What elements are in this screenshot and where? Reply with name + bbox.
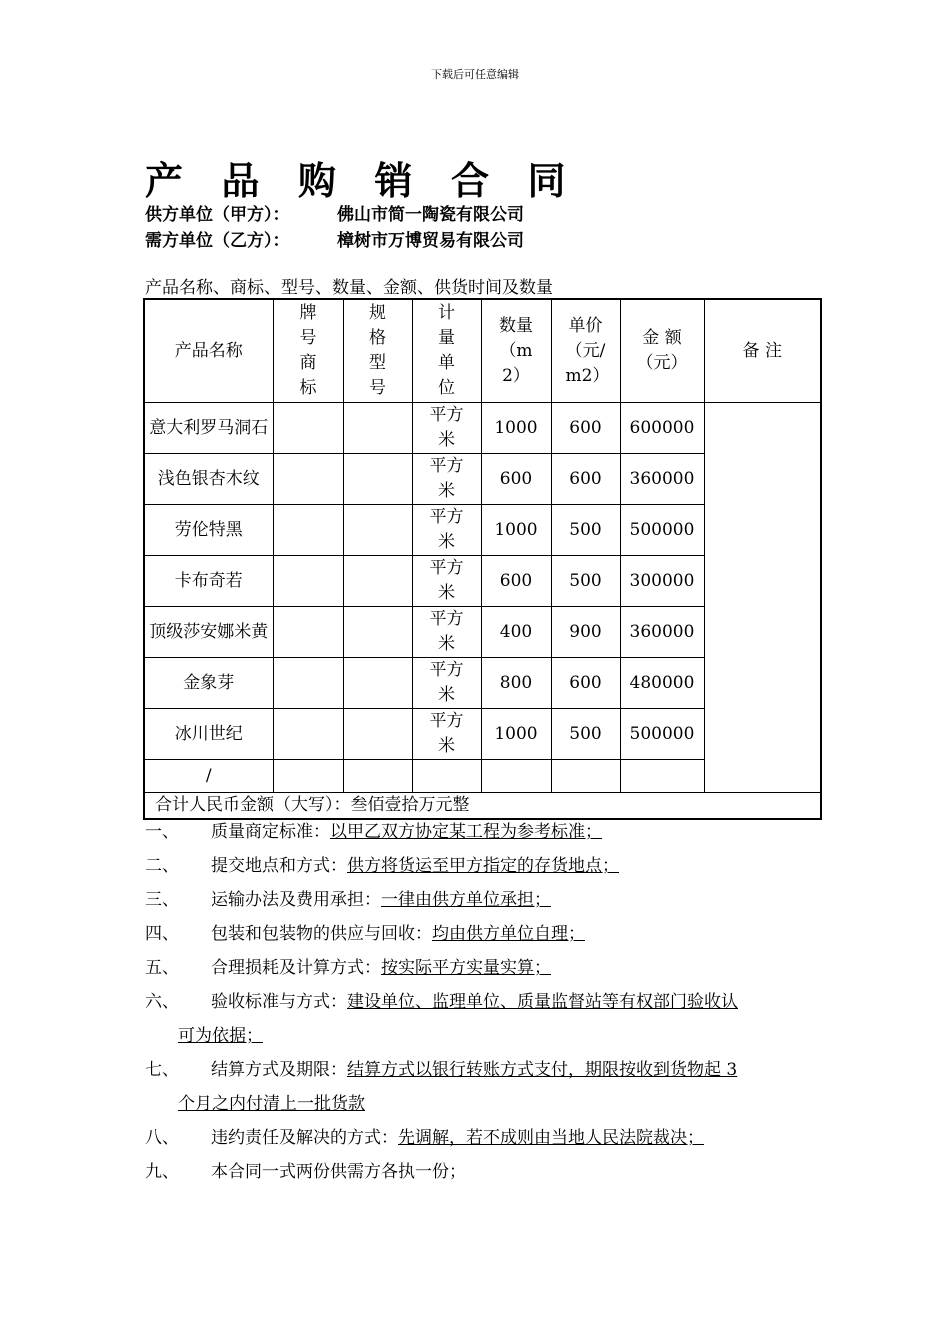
cell-empty xyxy=(620,760,704,793)
cell-brand xyxy=(273,709,343,760)
cell-empty xyxy=(412,760,481,793)
cell-unit: 平方米 xyxy=(412,607,481,658)
cell-empty xyxy=(551,760,620,793)
cell-empty xyxy=(273,760,343,793)
cell-name: 顶级莎安娜米黄 xyxy=(144,607,273,658)
clause-item: 二、 提交地点和方式：供方将货运至甲方指定的存货地点； xyxy=(145,856,619,876)
table-header-row xyxy=(144,299,821,403)
cell-price: 900 xyxy=(551,607,620,658)
clause-item: 三、 运输办法及费用承担：一律由供方单位承担； xyxy=(145,890,551,910)
cell-qty: 1000 xyxy=(481,709,551,760)
cell-price: 600 xyxy=(551,658,620,709)
cell-price: 500 xyxy=(551,556,620,607)
cell-qty: 1000 xyxy=(481,505,551,556)
cell-amount: 600000 xyxy=(620,403,704,454)
cell-unit: 平方米 xyxy=(412,556,481,607)
cell-name: 意大利罗马洞石 xyxy=(144,403,273,454)
cell-qty: 800 xyxy=(481,658,551,709)
title-char: 同 xyxy=(527,159,566,203)
cell-spec xyxy=(343,556,412,607)
cell-remark xyxy=(704,403,821,793)
clause-item: 四、 包装和包装物的供应与回收：均由供方单位自理； xyxy=(145,924,585,944)
clause-item: 七、 结算方式及期限：结算方式以银行转账方式支付，期限按收到货物起 3 xyxy=(145,1060,738,1080)
cell-price: 600 xyxy=(551,454,620,505)
cell-name: 卡布奇若 xyxy=(144,556,273,607)
cell-unit: 平方米 xyxy=(412,454,481,505)
table-row xyxy=(144,403,821,454)
header-price: 单价（元/m2） xyxy=(551,299,620,403)
cell-name: 金象芽 xyxy=(144,658,273,709)
cell-amount: 360000 xyxy=(620,607,704,658)
buyer-name: 樟树市万博贸易有限公司 xyxy=(337,231,524,251)
buyer-label: 需方单位（乙方）： xyxy=(145,231,290,251)
cell-spec xyxy=(343,709,412,760)
cell-amount: 300000 xyxy=(620,556,704,607)
title-char: 品 xyxy=(221,159,260,203)
total-amount-text: 合计人民币金额（大写）：叁佰壹拾万元整 xyxy=(144,793,821,820)
supplier-line xyxy=(145,200,524,225)
cell-unit: 平方米 xyxy=(412,658,481,709)
cell-brand xyxy=(273,454,343,505)
cell-blank-mark: / xyxy=(144,760,273,793)
cell-amount: 500000 xyxy=(620,709,704,760)
title-char: 购 xyxy=(298,159,337,203)
cell-amount: 500000 xyxy=(620,505,704,556)
cell-spec xyxy=(343,403,412,454)
cell-spec xyxy=(343,658,412,709)
cell-brand xyxy=(273,403,343,454)
buyer-line xyxy=(145,226,524,251)
cell-name: 浅色银杏木纹 xyxy=(144,454,273,505)
header-unit: 计量单位 xyxy=(412,299,481,403)
table-caption: 产品名称、商标、型号、数量、金额、供货时间及数量 xyxy=(145,278,553,298)
cell-brand xyxy=(273,607,343,658)
title-char: 产 xyxy=(145,159,184,203)
clause-item: 九、 本合同一式两份供需方各执一份； xyxy=(145,1162,466,1182)
clause-item: 一、 质量商定标准：以甲乙双方协定某工程为参考标准； xyxy=(145,822,602,842)
supplier-label: 供方单位（甲方）： xyxy=(145,205,290,225)
header-amount: 金 额（元） xyxy=(620,299,704,403)
cell-empty xyxy=(481,760,551,793)
clause-item: 五、 合理损耗及计算方式：按实际平方实量实算； xyxy=(145,958,551,978)
cell-name: 冰川世纪 xyxy=(144,709,273,760)
cell-unit: 平方米 xyxy=(412,505,481,556)
header-remark: 备 注 xyxy=(704,299,821,403)
document-title xyxy=(145,150,604,205)
cell-qty: 400 xyxy=(481,607,551,658)
cell-qty: 600 xyxy=(481,556,551,607)
cell-spec xyxy=(343,607,412,658)
header-qty: 数量（m2） xyxy=(481,299,551,403)
clause-continuation: 个月之内付清上一批货款 xyxy=(178,1094,365,1114)
cell-name: 劳伦特黑 xyxy=(144,505,273,556)
header-spec: 规格型号 xyxy=(343,299,412,403)
cell-spec xyxy=(343,505,412,556)
title-char: 合 xyxy=(451,159,490,203)
watermark-text: 下载后可任意编辑 xyxy=(431,68,519,81)
cell-spec xyxy=(343,454,412,505)
title-char: 销 xyxy=(374,159,413,203)
product-table xyxy=(143,298,822,820)
cell-price: 500 xyxy=(551,709,620,760)
cell-qty: 1000 xyxy=(481,403,551,454)
contract-clauses xyxy=(145,815,825,1189)
cell-amount: 480000 xyxy=(620,658,704,709)
cell-amount: 360000 xyxy=(620,454,704,505)
cell-unit: 平方米 xyxy=(412,709,481,760)
cell-empty xyxy=(343,760,412,793)
cell-brand xyxy=(273,658,343,709)
header-brand: 牌号商标 xyxy=(273,299,343,403)
cell-price: 600 xyxy=(551,403,620,454)
cell-price: 500 xyxy=(551,505,620,556)
clause-item: 八、 违约责任及解决的方式：先调解，若不成则由当地人民法院裁决； xyxy=(145,1128,704,1148)
cell-brand xyxy=(273,505,343,556)
cell-brand xyxy=(273,556,343,607)
supplier-name: 佛山市简一陶瓷有限公司 xyxy=(337,205,524,225)
cell-qty: 600 xyxy=(481,454,551,505)
cell-unit: 平方米 xyxy=(412,403,481,454)
clause-item: 六、 验收标准与方式：建设单位、监理单位、质量监督站等有权部门验收认 xyxy=(145,992,738,1012)
header-name: 产品名称 xyxy=(144,299,273,403)
clause-continuation: 可为依据； xyxy=(178,1026,263,1046)
